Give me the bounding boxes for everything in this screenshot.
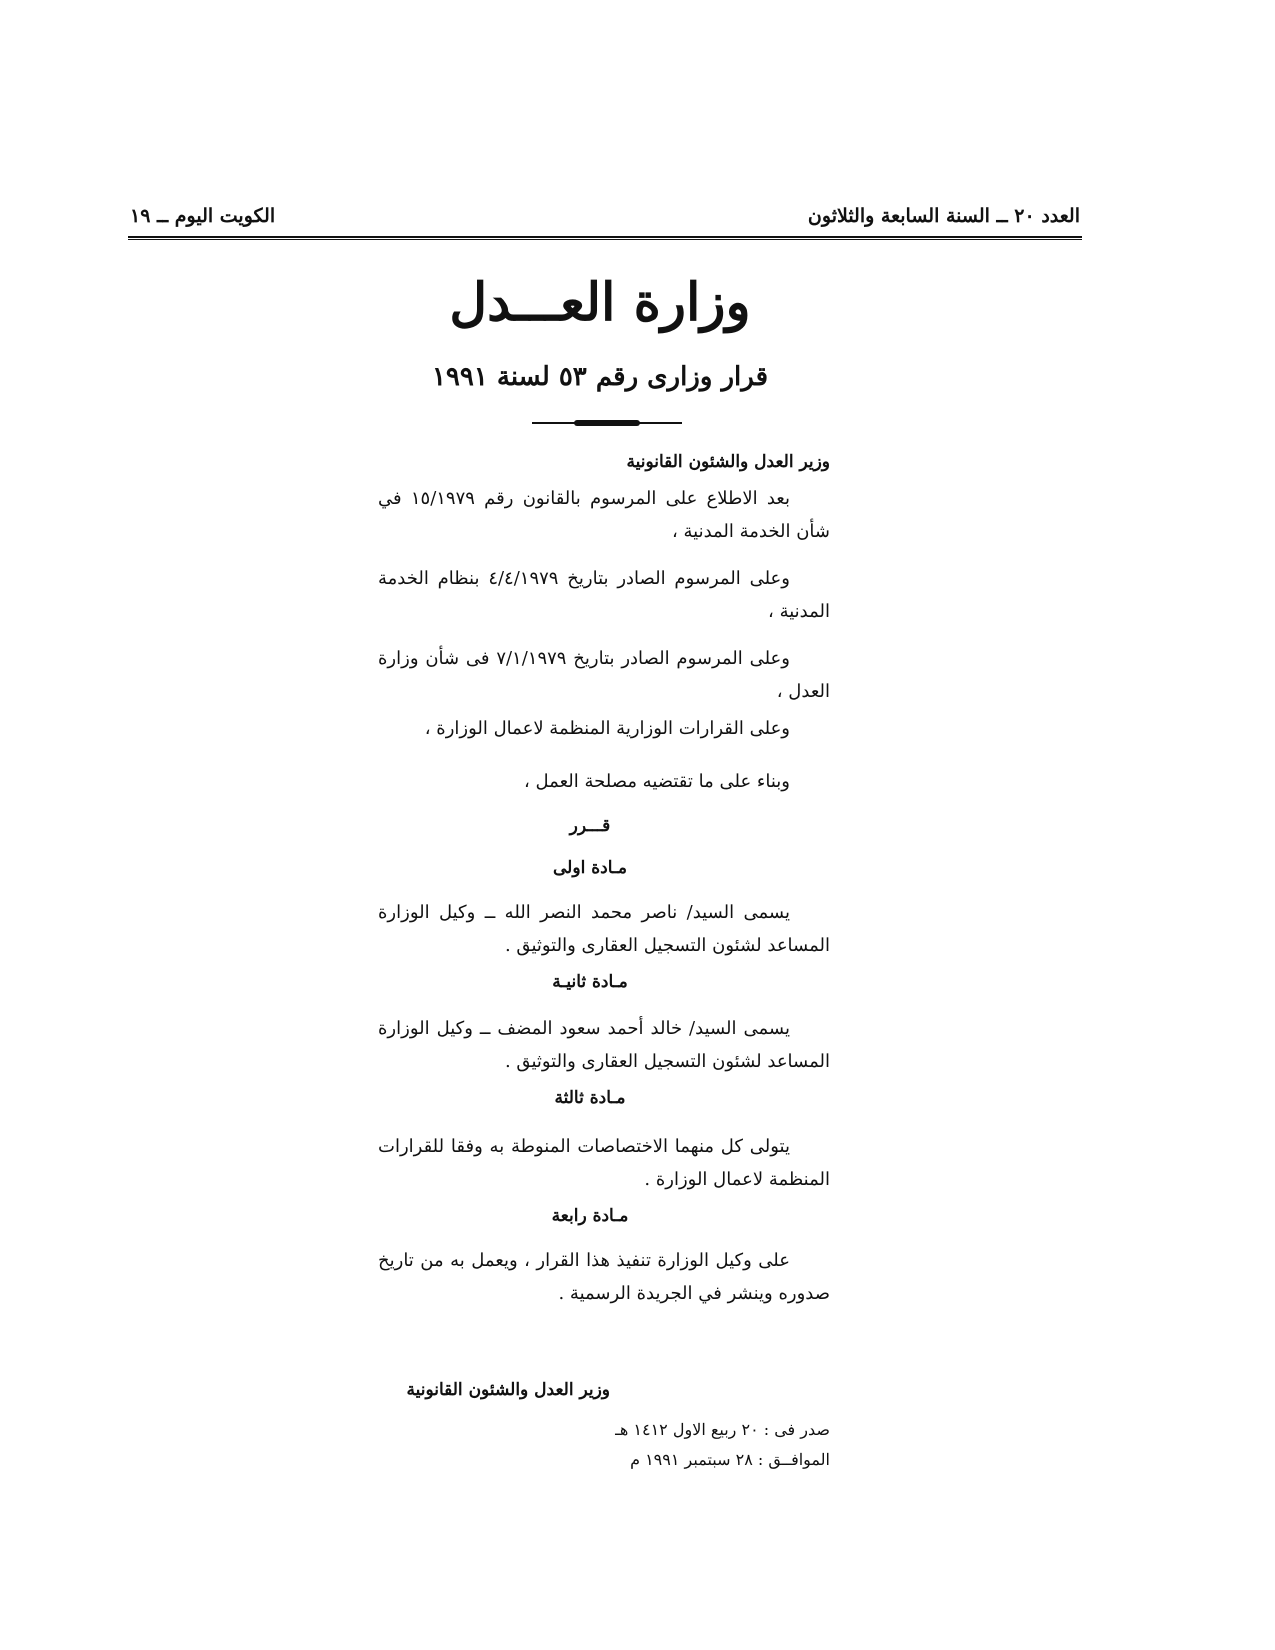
- decides-heading: قـــرر: [569, 816, 611, 836]
- preamble-clause-1: بعد الاطلاع على المرسوم بالقانون رقم ١٥/١٩٧٩ في شأن الخدمة المدنية ،: [378, 488, 830, 542]
- title-ornament: [532, 420, 682, 426]
- decree-title: قرار وزارى رقم ٥٣ لسنة ١٩٩١: [431, 362, 769, 392]
- header-rule: [128, 236, 1082, 240]
- preamble-clause-4: وعلى القرارات الوزارية المنظمة لاعمال الوزارة ،: [424, 718, 790, 739]
- article-2-text: يسمى السيد/ خالد أحمد سعود المضف ــ وكيل الوزارة المساعد لشئون التسجيل العقارى والتوثيق .: [378, 1018, 830, 1072]
- article-3-text: يتولى كل منهما الاختصاصات المنوطة به وفقا للقرارات المنظمة لاعمال الوزارة .: [378, 1136, 830, 1190]
- issuer-heading: وزير العدل والشئون القانونية: [626, 452, 830, 472]
- issued-date-gregorian: الموافــق : ٢٨ سبتمبر ١٩٩١ م: [630, 1450, 830, 1469]
- ministry-title: وزارة العـــدل: [449, 272, 751, 333]
- article-4-text: على وكيل الوزارة تنفيذ هذا القرار ، ويعمل به من تاريخ صدوره وينشر في الجريدة الرسمية .: [378, 1250, 830, 1304]
- preamble-clause-3: وعلى المرسوم الصادر بتاريخ ٧/١/١٩٧٩ فى شأن وزارة العدل ،: [378, 648, 830, 702]
- article-1-heading: مـادة اولى: [553, 858, 627, 878]
- publication-name: الكويت اليوم ــ ١٩: [130, 205, 276, 227]
- issued-date-hijri: صدر فى : ٢٠ ربيع الاول ١٤١٢ هـ: [615, 1420, 830, 1439]
- issue-info: العدد ٢٠ ــ السنة السابعة والثلاثون: [807, 205, 1080, 227]
- preamble-clause-5: وبناء على ما تقتضيه مصلحة العمل ،: [524, 771, 790, 792]
- preamble-clause-2: وعلى المرسوم الصادر بتاريخ ٤/٤/١٩٧٩ بنظام الخدمة المدنية ،: [378, 568, 830, 622]
- article-3-heading: مـادة ثالثة: [554, 1088, 626, 1108]
- article-4-heading: مـادة رابعة: [551, 1206, 629, 1226]
- minister-signature: وزير العدل والشئون القانونية: [406, 1380, 610, 1400]
- article-2-heading: مـادة ثانيـة: [552, 972, 628, 992]
- article-1-text: يسمى السيد/ ناصر محمد النصر الله ــ وكيل الوزارة المساعد لشئون التسجيل العقارى والتوثيق .: [378, 902, 830, 956]
